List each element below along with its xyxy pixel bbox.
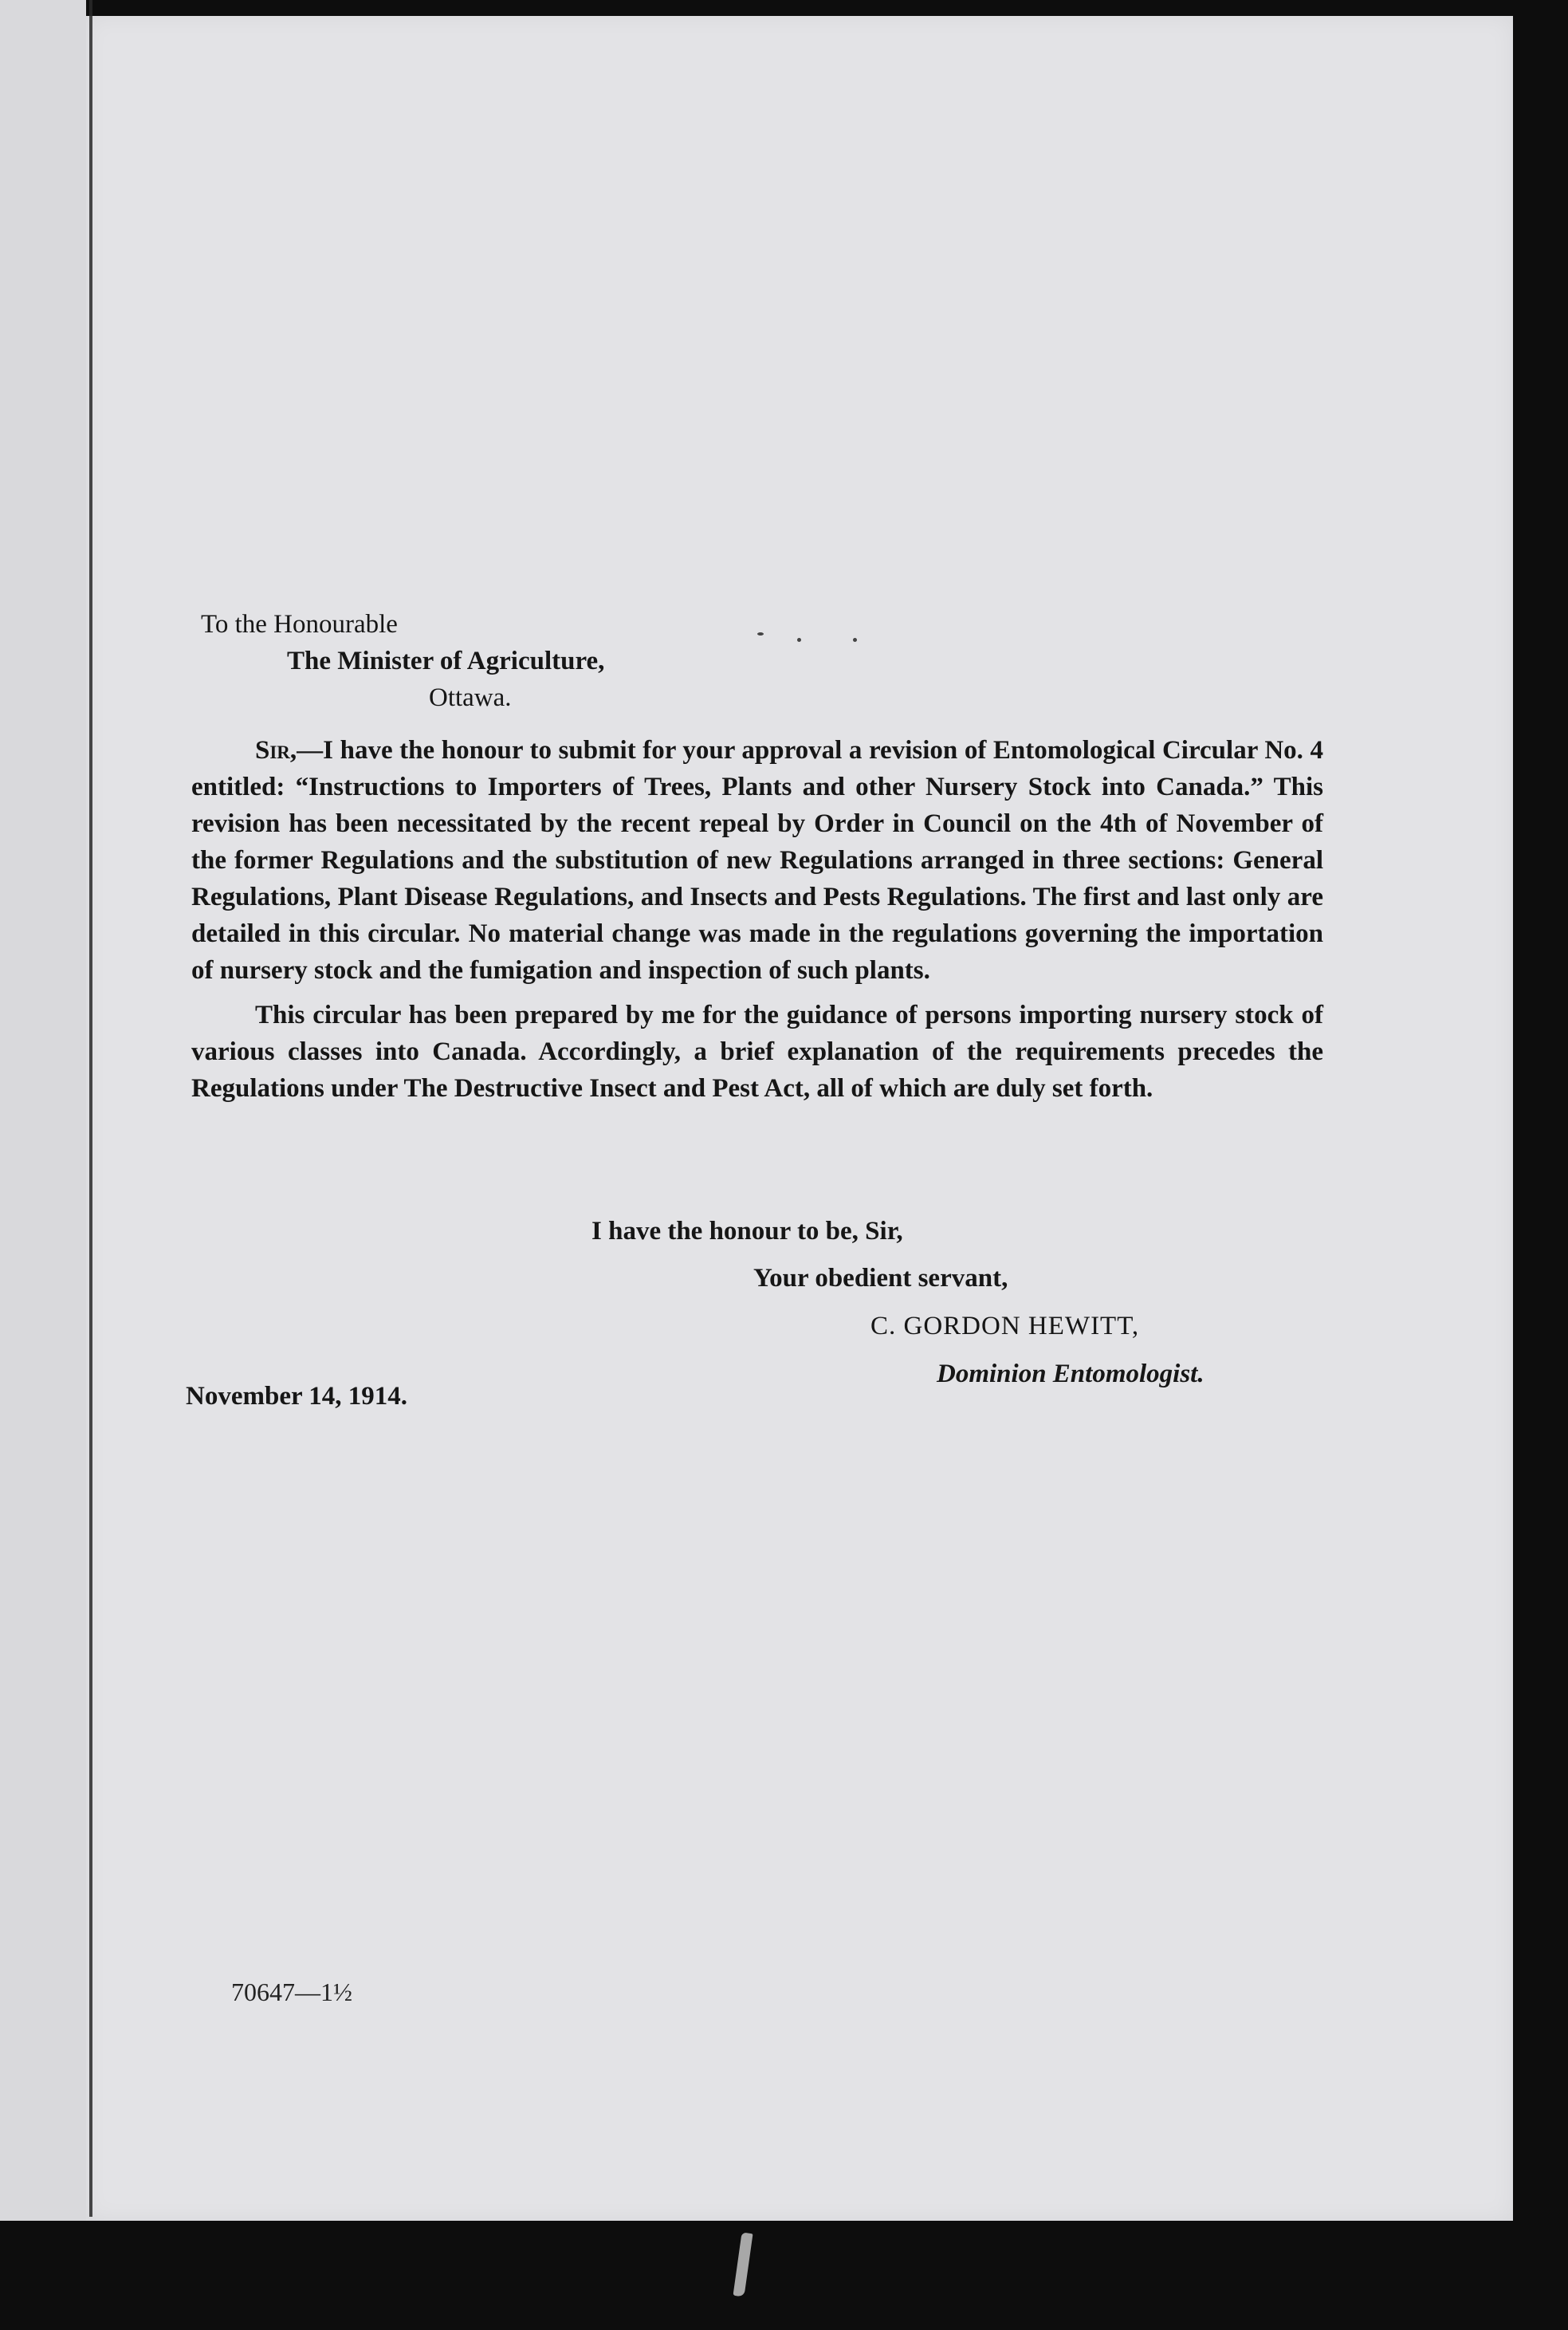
- page-fold-line: [89, 0, 92, 2217]
- closing-line-2: Your obedient servant,: [753, 1264, 1008, 1293]
- letter-date: November 14, 1914.: [186, 1382, 408, 1411]
- address-line-2: The Minister of Agriculture,: [287, 647, 605, 675]
- document-page: [86, 16, 1513, 2221]
- signature-title: Dominion Entomologist.: [937, 1360, 1204, 1388]
- paragraph-1-text: —I have the honour to submit for your approval a revision of Entomological Circular No. 4 entitled: “Instructions to Importers of Trees, Plants and other Nursery Stock into Canada.” This revision has been necessitated by the recent repeal by Order in Council on the 4th of November of the former Regulations and the substitution of new Regulations arranged in three sections: General Regulations, Plant Disease Regulations, and Insects and Pests Regulations. The first and last only are detailed in this circular. No material change was made in the regulations governing the importation of nursery stock and the fumigation and inspection of such plants.: [191, 736, 1323, 985]
- salutation: Sir,: [255, 736, 297, 765]
- address-line-1: To the Honourable: [201, 610, 398, 639]
- closing-line-1: I have the honour to be, Sir,: [591, 1217, 903, 1246]
- scan-background: [0, 2221, 1568, 2330]
- paragraph-2: This circular has been prepared by me for the guidance of persons importing nursery stock of various classes into Canada. Accordingly, a brief explanation of the requirements precedes the Regulations under The Destructive Insect and Pest Act, all of which are duly set forth.: [191, 1001, 1323, 1103]
- address-line-3: Ottawa.: [429, 683, 512, 712]
- letter-body: [191, 606, 1323, 1107]
- left-page-edge: [0, 0, 86, 2330]
- print-code: 70647—1½: [231, 1978, 352, 2006]
- paragraph-1: [191, 732, 1323, 989]
- signature: C. GORDON HEWITT,: [870, 1312, 1140, 1340]
